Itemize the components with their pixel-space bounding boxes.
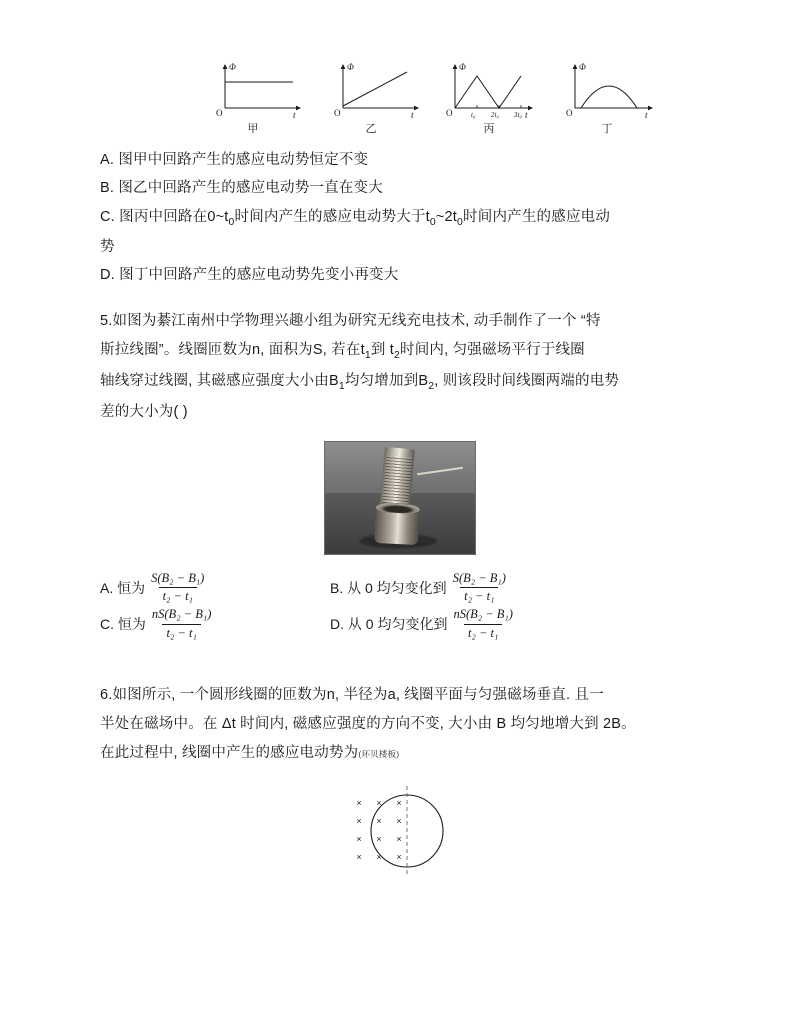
option-a-q4: A. 图甲中回路产生的感应电动势恒定不变 — [100, 152, 369, 168]
q6-note: (环贝楼板) — [358, 749, 400, 760]
svg-text:O: O — [446, 108, 453, 118]
option-c-text-1: C. 图丙中回路在0~t — [100, 208, 229, 225]
photo-coil-base — [374, 503, 420, 545]
svg-text:t: t — [293, 110, 296, 120]
graph-jia-caption: 甲 — [247, 123, 259, 135]
svg-text:×: × — [396, 816, 402, 827]
svg-text:×: × — [356, 834, 362, 845]
graph-ding-caption: 丁 — [601, 123, 613, 135]
option-c-q4-wrap: 势 — [100, 238, 115, 255]
svg-text:t: t — [645, 110, 648, 120]
document-content — [100, 60, 700, 879]
graph-yi-caption: 乙 — [365, 123, 377, 135]
q5-option-b[interactable] — [330, 571, 700, 605]
q5-option-d-numerator: nS(B₂ − B₁) — [453, 607, 513, 622]
svg-text:×: × — [396, 798, 402, 809]
q5-sub-t1: 1 — [364, 350, 371, 362]
svg-text:t: t — [411, 110, 414, 120]
option-c-text-3: ~2t — [435, 208, 458, 225]
graph-jia — [197, 60, 309, 136]
q6-line-2: 半处在磁场中。在 Δt 时间内, 磁感应强度的方向不变, 大小由 B 均匀地增大到 2B。 — [100, 716, 636, 733]
svg-text:×: × — [396, 834, 402, 845]
svg-text:×: × — [376, 834, 382, 845]
graph-bing — [433, 60, 545, 136]
flux-time-graph-row — [160, 60, 700, 136]
q5-line3-a: 轴线穿过线圈, 其磁感应强度大小由B — [100, 373, 339, 390]
option-c-text-2: 时间内产生的感应电动势大于t — [234, 208, 430, 225]
option-d-q4: D. 图丁中回路产生的感应电动势先变小再变大 — [100, 267, 399, 284]
q5-option-b-denominator: t₂ − t₁ — [460, 587, 498, 605]
q5-line3-c: , 则该段时间线圈两端的电势 — [434, 373, 620, 390]
svg-text:2t₀: 2t₀ — [491, 111, 499, 119]
graph-yi — [315, 60, 427, 136]
svg-text:Φ: Φ — [347, 62, 354, 72]
graph-yi-svg — [315, 60, 427, 122]
svg-text:O: O — [334, 108, 341, 118]
graph-bing-svg — [433, 60, 545, 122]
svg-text:×: × — [376, 852, 382, 863]
q5-option-c-fraction — [148, 607, 215, 641]
graph-jia-svg — [197, 60, 309, 122]
q5-line2-a: 斯拉线圈”。线圈匝数为n, 面积为S, 若在t — [100, 342, 365, 359]
q5-option-d-denominator: t₂ − t₁ — [464, 624, 502, 642]
svg-text:Φ: Φ — [579, 62, 586, 72]
svg-text:×: × — [376, 798, 382, 809]
circle-field-diagram-wrap — [100, 784, 700, 879]
svg-text:×: × — [356, 816, 362, 827]
option-c-q4 — [100, 203, 700, 233]
graph-bing-caption: 丙 — [483, 123, 495, 135]
svg-text:×: × — [356, 798, 362, 809]
q5-option-a[interactable] — [100, 571, 330, 605]
q6-line3-text: 在此过程中, 线圈中产生的感应电动势为 — [100, 745, 359, 762]
graph-ding-svg — [551, 60, 663, 122]
q5-option-c[interactable] — [100, 607, 330, 641]
q5-option-b-numerator: S(B₂ − B₁) — [452, 570, 506, 585]
q5-sub-b2: 2 — [428, 380, 435, 392]
tesla-coil-photo-wrap — [100, 441, 700, 555]
svg-text:O: O — [566, 108, 573, 118]
svg-text:×: × — [356, 852, 362, 863]
svg-text:t: t — [525, 110, 528, 120]
question-6 — [100, 681, 700, 879]
q5-line3-b: 均匀增加到B — [344, 373, 429, 390]
svg-text:O: O — [216, 108, 223, 118]
q5-option-d-label: D. 从 0 均匀变化到 — [330, 616, 448, 633]
q5-answer-grid — [100, 571, 700, 642]
tesla-coil-photo — [324, 441, 476, 555]
option-c-text-4: 时间内产生的感应电动 — [463, 208, 611, 225]
q5-sub-t2: 2 — [394, 350, 401, 362]
q5-line-1: 5.如图为綦江南州中学物理兴趣小组为研究无线充电技术, 动手制作了一个 “特 — [100, 313, 601, 330]
q5-line-2 — [100, 336, 700, 367]
circle-field-diagram — [335, 784, 465, 879]
option-c-sub-2: 0 — [429, 216, 436, 228]
option-c-sub-3: 0 — [457, 216, 464, 228]
q5-line-3 — [100, 367, 700, 398]
svg-text:Φ: Φ — [229, 62, 236, 72]
q5-line-4: 差的大小为( ) — [100, 403, 188, 420]
q5-option-a-label: A. 恒为 — [100, 579, 146, 596]
option-b-q4: B. 图乙中回路产生的感应电动势一直在变大 — [100, 180, 383, 197]
q5-option-d[interactable] — [330, 607, 700, 641]
graph-ding — [551, 60, 663, 136]
svg-text:Φ: Φ — [459, 62, 466, 72]
q5-option-a-numerator: S(B₂ − B₁) — [151, 570, 205, 585]
q5-option-c-denominator: t₂ − t₁ — [162, 624, 200, 642]
q5-option-b-label: B. 从 0 均匀变化到 — [330, 579, 447, 596]
q5-line2-c: 时间内, 匀强磁场平行于线圈 — [400, 342, 585, 359]
option-c-sub-1: 0 — [228, 216, 235, 228]
q5-option-c-label: C. 恒为 — [100, 616, 146, 633]
q5-option-b-fraction — [449, 571, 510, 605]
q5-option-d-fraction — [449, 607, 516, 641]
svg-text:t₀: t₀ — [471, 111, 476, 119]
q5-option-a-denominator: t₂ − t₁ — [159, 587, 197, 605]
svg-text:3t₀: 3t₀ — [514, 111, 522, 119]
q6-line-1: 6.如图所示, 一个圆形线圈的匝数为n, 半径为a, 线圈平面与匀强磁场垂直. 且一 — [100, 687, 604, 704]
q5-option-a-fraction — [147, 571, 208, 605]
q5-option-c-numerator: nS(B₂ − B₁) — [151, 607, 212, 622]
q5-sub-b1: 1 — [338, 380, 345, 392]
question-5 — [100, 307, 700, 641]
svg-text:×: × — [396, 852, 402, 863]
q5-line2-b: 到 t — [370, 342, 394, 359]
q6-line-3 — [100, 739, 700, 768]
svg-text:×: × — [376, 816, 382, 827]
